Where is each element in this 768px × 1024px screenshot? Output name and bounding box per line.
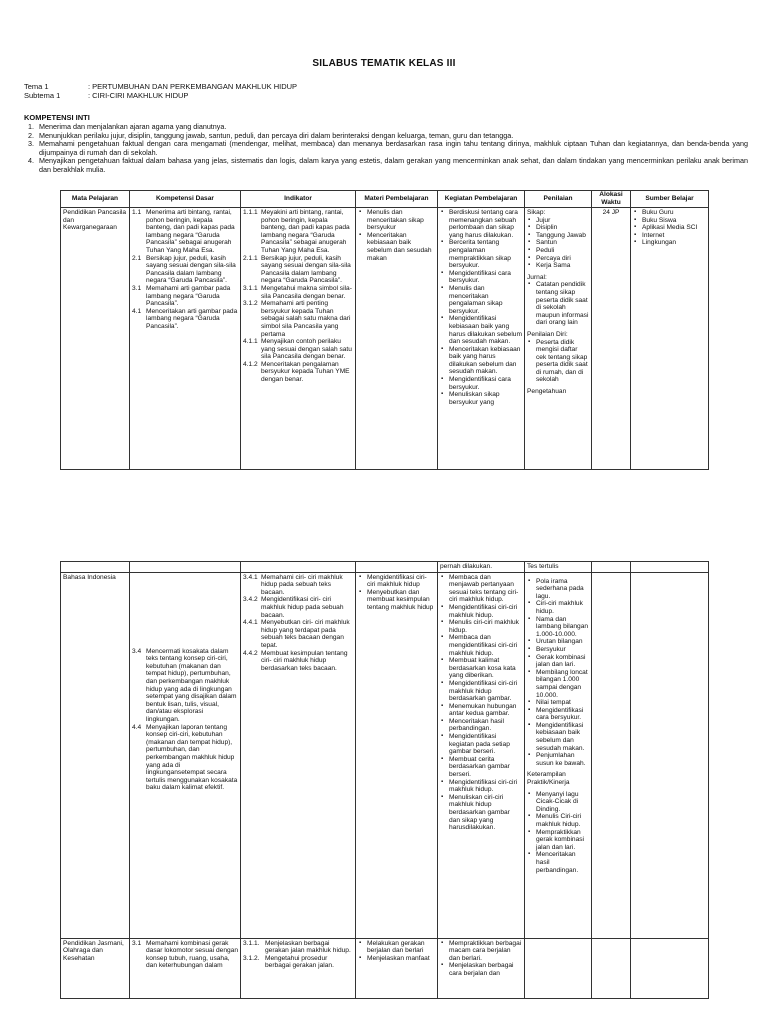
syllabus-table-1 [60, 190, 709, 470]
col-header: Kegiatan Pembelajaran [438, 191, 525, 208]
cell-kd: 3.1 Memahami kombinasi gerak dasar lokomotor sesuai dengan konsep tubuh, ruang, usaha, dan keterhubungan dalam [130, 938, 241, 998]
cell-kegiatan: ▪ Berdiskusi tentang cara memenangkan sebuah perlombaan dan sikap yang harus dilakukan. ▪ Bercerita tentang pengalaman mempraktikkan sikap bersyukur. ▪ Mengidentifikasi cara bersyukur. ▪ Menulis dan menceritakan pengalaman sikap bersyukur. ▪ Mengidentifikasi kebiasaan baik yang harus dilakukan sebelum dan sesudah makan. ▪ Menceritakan kebiasaan baik yang harus dilakukan sebelum dan sesudah makan. ▪ Mengidentifikasi cara bersyukur. ▪ Menuliskan sikap bersyukur yang [438, 208, 525, 470]
cell-alokasi: 24 JP [592, 208, 631, 470]
cell-materi: ▪ Melakukan gerakan berjalan dan berlari ▪ Menjelaskan manfaat [356, 938, 438, 998]
meta-subtheme [24, 91, 188, 100]
ki-item: 4. Menyajikan pengetahuan faktual dalam bahasa yang jelas, sistematis dan logis, dalam karya yang estetis, dalam gerakan yang mencerminkan anak sehat, dan dalam tindakan yang mencerminkan perilaku anak beriman dan berakhlak mulia. [28, 156, 748, 174]
cell-indikator: 1.1.1 Meyakini arti bintang, rantai, pohon beringin, kepala banteng, dan padi kapas pada lambang negara “Garuda Pancasila” sebagai anugerah Tuhan Yang Maha Esa. 2.1.1 Bersikap jujur, peduli, kasih sayang sesuai dengan sila-sila Pancasila dalam lambang negara “Garuda Pancasila”. 3.1.1 Mengetahui makna simbol sila-sila Pancasila dengan benar. 3.1.2 Memahami arti penting bersyukur kepada Tuhan sebagai salah satu makna dari simbol sila Pancasila yang pertama 4.1.1 Menyajikan contoh perilaku yang sesuai dengan salah satu sila Pancasila dengan benar. 4.1.2 Menceritakan pengalaman bersyukur kepada Tuhan YME dengan benar. [241, 208, 356, 470]
col-header: Penilaian [525, 191, 592, 208]
ki-list [24, 123, 748, 175]
col-header: Alokasi Waktu [592, 191, 631, 208]
syllabus-table-2 [60, 561, 709, 999]
cell-kegiatan: ▪ Mempraktikkan berbagai macam cara berjalan dan berlari. ▪ Menjelaskan berbagai cara berjalan dan [438, 938, 525, 998]
table-header-row [61, 191, 709, 208]
cell-kd: 3.4 Mencermati kosakata dalam teks tentang konsep ciri-ciri, kebutuhan (makanan dan tempat hidup), pertumbuhan, dan perkembangan makhluk hidup yang ada di lingkungan setempat yang disajikan dalam bentuk lisan, tulis, visual, dan/atau eksplorasi lingkungan. 4.4 Menyajikan laporan tentang konsep ciri-ciri, kebutuhan (makanan dan tempat hidup), pertumbuhan, dan perkembangan makhluk hidup yang ada di lingkungansetempat secara tertulis menggunakan kosakata baku dalam kalimat efektif. [130, 572, 241, 938]
table-row [61, 572, 709, 938]
meta-subtheme-value: : CIRI-CIRI MAKHLUK HIDUP [88, 91, 189, 100]
cell-kd: 1.1 Menerima arti bintang, rantai, pohon beringin, kepala banteng, dan padi kapas pada lambang negara “Garuda Pancasila” sebagai anugerah Tuhan Yang Maha Esa. 2.1 Bersikap jujur, peduli, kasih sayang sesuai dengan sila-sila Pancasila dalam lambang negara “Garuda Pancasila”. 3.1 Memahami arti gambar pada lambang negara “Garuda Pancasila”. 4.1 Menceritakan arti gambar pada lambang negara “Garuda Pancasila”. [130, 208, 241, 470]
table-row [61, 562, 709, 573]
table-row [61, 938, 709, 998]
cell-sumber: ▪ Buku Guru ▪ Buku Siswa ▪ Aplikasi Media SCI ▪ Internet ▪ Lingkungan [631, 208, 709, 470]
col-header: Materi Pembelajaran [356, 191, 438, 208]
meta-theme [24, 82, 297, 91]
meta-theme-key: Tema 1 [24, 82, 49, 91]
table-row [61, 208, 709, 470]
document-title: SILABUS TEMATIK KELAS III [312, 58, 456, 69]
cell-kegiatan: ▪ Membaca dan menjawab pertanyaan sesuai teks tentang ciri-ciri makhluk hidup. ▪ Mengidentifikasi ciri-ciri makhluk hidup. ▪ Menulis ciri-ciri makhluk hidup. ▪ Membaca dan mengidentifikasi ciri-ciri makhluk hidup. ▪ Membuat kalimat berdasarkan kosa kata yang diberikan. ▪ Mengidentifikasi ciri-ciri makhluk hidup berdasarkan gambar. ▪ Menemukan hubungan antar kedua gambar. ▪ Menceritakan hasil perbandingan. ▪ Mengidentifikasi kegiatan pada setiap gambar berseri. ▪ Membuat cerita berdasarkan gambar berseri. ▪ Mengidentifikasi ciri-ciri makhluk hidup. ▪ Menuliskan ciri-ciri makhluk hidup berdasarkan gambar dan sikap yang harusdilakukan. [438, 572, 525, 938]
ki-item: 1. Menerima dan menjalankan ajaran agama yang dianutnya. [28, 122, 227, 131]
ki-item: 3. Memahami pengetahuan faktual dengan cara mengamati (mendengar, melihat, membaca) dan menanya berdasarkan rasa ingin tahu tentang dirinya, makhluk ciptaan Tuhan dan kegiatannya, dan benda-benda yang dijumpainya di rumah dan di sekolah. [28, 139, 748, 157]
meta-subtheme-key: Subtema 1 [24, 91, 61, 100]
col-header: Indikator [241, 191, 356, 208]
col-header: Mata Pelajaran [61, 191, 130, 208]
cell-subject: Bahasa Indonesia [61, 572, 130, 938]
cell-materi: ▪ Mengidentifikasi ciri-ciri makhluk hidup ▪ Menyebutkan dan membuat kesimpulan tentang makhluk hidup [356, 572, 438, 938]
cell-materi: ▪ Menulis dan menceritakan sikap bersyukur ▪ Menceritakan kebiasaan baik sebelum dan sesudah makan [356, 208, 438, 470]
cell-penilaian: ▪ Pola irama sederhana pada lagu. ▪ Ciri-ciri makhluk hidup. ▪ Nama dan lambang bilangan 1.000-10.000. ▪ Urutan bilangan ▪ Bersyukur ▪ Gerak kombinasi jalan dan lari. ▪ Membilang loncat bilangan 1.000 sampai dengan 10.000. ▪ Nilai tempat ▪ Mengidentifikasi cara bersyukur. ▪ Mengidentifikasi kebiasaan baik sebelum dan sesudah makan. ▪ Penjumlahan susun ke bawah. Keterampilan Praktik/Kinerja ▪ Menyanyi lagu Cicak-Cicak di Dinding. ▪ Menulis Ciri-ciri makhluk hidup. ▪ Mempraktikkan gerak kombinasi jalan dan lari. ▪ Menceritakan hasil perbandingan. [525, 572, 592, 938]
cell-penilaian: Tes tertulis [525, 562, 592, 573]
ki-heading: KOMPETENSI INTI [24, 113, 90, 122]
cell-subject: Pendidikan Pancasila dan Kewarganegaraan [61, 208, 130, 470]
col-header: Kompetensi Dasar [130, 191, 241, 208]
ki-item: 2. Menunjukkan perilaku jujur, disiplin, tanggung jawab, santun, peduli, dan percaya diri dalam berinteraksi dengan keluarga, teman, guru dan tetangga. [28, 130, 514, 140]
cell-penilaian: Sikap: ▪ Jujur ▪ Disiplin ▪ Tanggung Jawab ▪ Santun ▪ Peduli ▪ Percaya diri ▪ Kerja Sama Jurnal: ▪ Catatan pendidik tentang sikap peserta didik saat di sekolah maupun informasi dari orang lain Penilaian Diri: ▪ Peserta didik mengisi daftar cek tentang sikap peserta didik saat di rumah, dan di sekolah Pengetahuan [525, 208, 592, 470]
cell-indikator: 3.4.1 Memahami ciri- ciri makhluk hidup pada sebuah teks bacaan. 3.4.2 Mengidentifikasi ciri- ciri makhluk hidup pada sebuah bacaan. 4.4.1 Menyebutkan ciri- ciri makhluk hidup yang terdapat pada sebuah teks bacaan dengan tepat. 4.4.2 Membuat kesimpulan tentang ciri- ciri makhluk hidup berdasarkan teks bacaan. [241, 572, 356, 938]
meta-theme-value: : PERTUMBUHAN DAN PERKEMBANGAN MAKHLUK HIDUP [88, 82, 298, 91]
cell-indikator: 3.1.1. Menjelaskan berbagai gerakan jalan makhluk hidup. 3.1.2. Mengetahui prosedur berbagai gerakan jalan. [241, 938, 356, 998]
cell-subject: Pendidikan Jasmani, Olahraga dan Kesehatan [61, 938, 130, 998]
cell-kegiatan: pernah dilakukan. [438, 562, 525, 573]
col-header: Sumber Belajar [631, 191, 709, 208]
